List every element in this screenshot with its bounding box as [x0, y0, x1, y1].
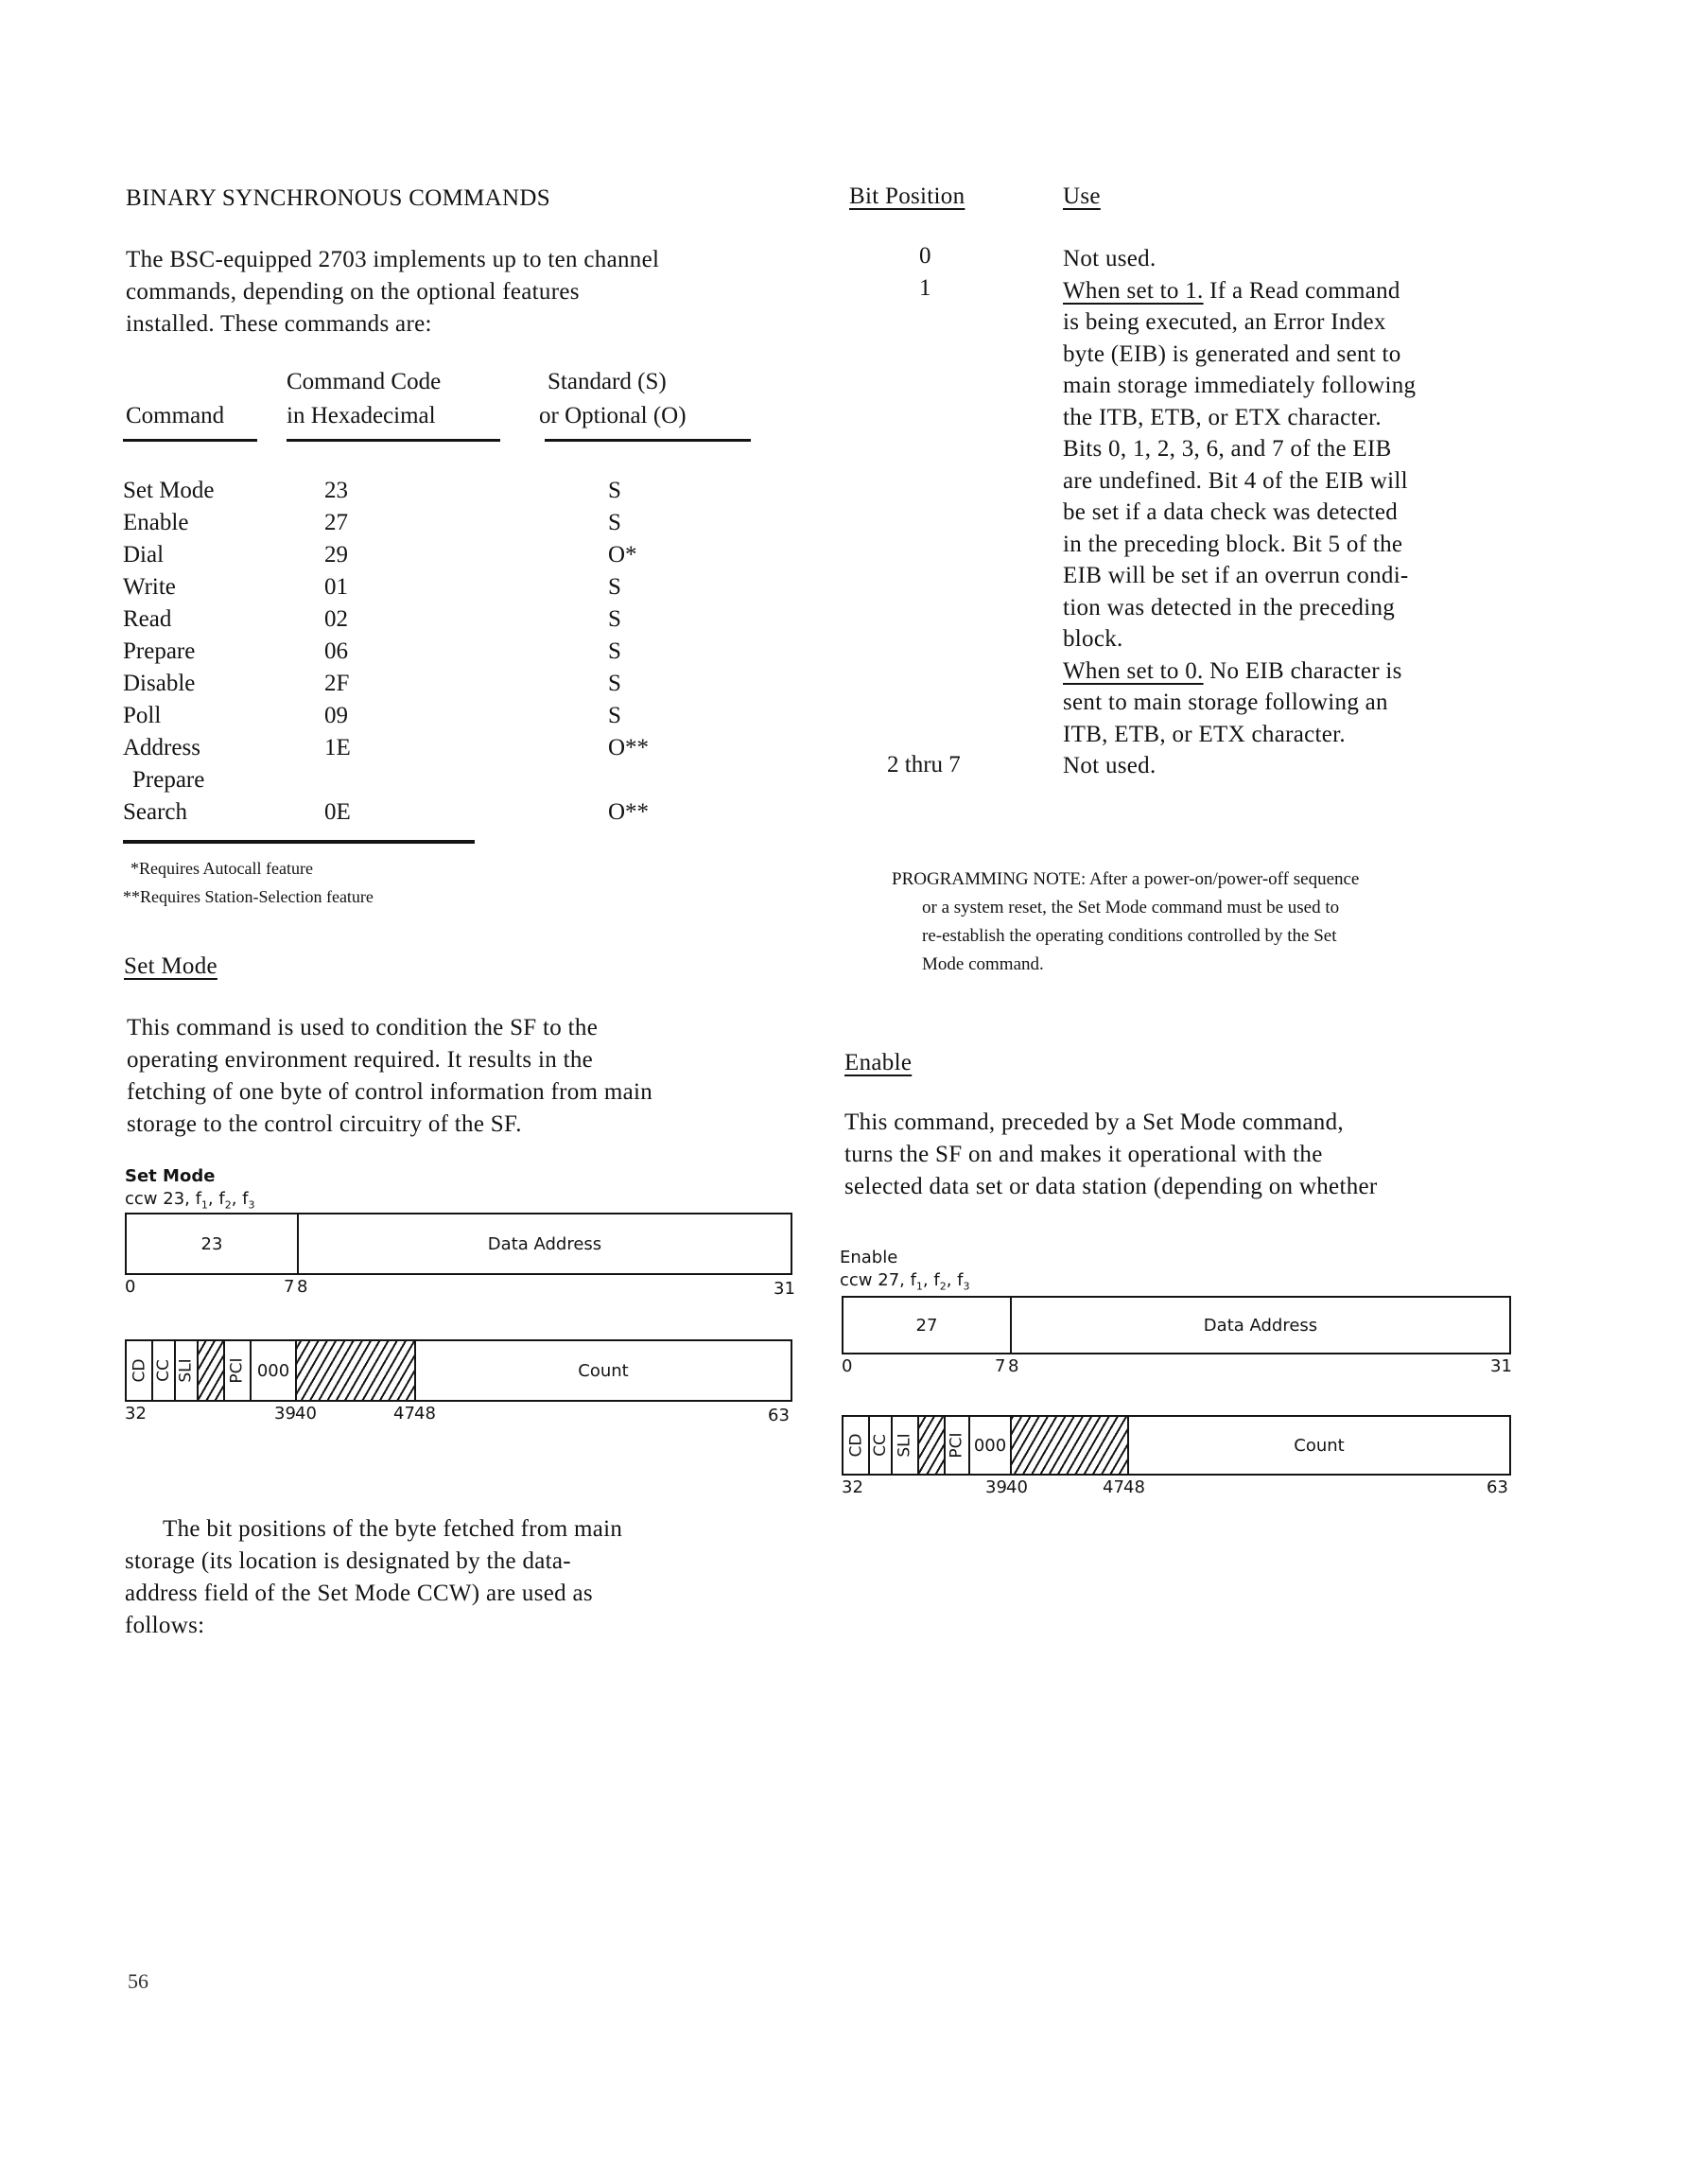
header-code-line1: Command Code	[287, 369, 442, 394]
bit-1: 1	[919, 275, 931, 301]
header-underline	[545, 439, 751, 442]
use-line: sent to main storage following an	[1063, 690, 1388, 715]
flag-skip-hatched	[197, 1341, 223, 1400]
ccw-word-2	[125, 1339, 792, 1402]
use-line: be set if a data check was detected	[1063, 499, 1399, 525]
use-line: the ITB, ETB, or ETX character.	[1063, 404, 1382, 430]
bit-label: 31	[1490, 1356, 1512, 1376]
bit-label: 47	[393, 1404, 415, 1424]
flag-skip-hatched	[917, 1417, 944, 1474]
body-line: The bit positions of the byte fetched from main	[163, 1516, 623, 1542]
footnote-autocall: *Requires Autocall feature	[130, 859, 313, 878]
header-std-line1: Standard (S)	[548, 369, 667, 394]
body-line: storage to the control circuitry of the SF.	[127, 1111, 522, 1137]
use-header: Use	[1063, 183, 1101, 209]
bit-label: 7	[995, 1356, 1006, 1376]
bit-2-thru-7: 2 thru 7	[887, 752, 961, 778]
count-field: Count	[414, 1341, 791, 1400]
table-row: Poll 09 S	[123, 703, 621, 728]
bit-0: 0	[919, 243, 931, 269]
bit-label: 63	[768, 1406, 790, 1425]
header-command: Command	[126, 403, 225, 428]
use-line: in the preceding block. Bit 5 of the	[1063, 531, 1403, 557]
note-line: or a system reset, the Set Mode command must be used to	[922, 898, 1340, 917]
bit-label: 47	[1103, 1477, 1124, 1497]
enable-title: Enable	[844, 1050, 913, 1075]
body-line: selected data set or data station (depending on whether	[844, 1174, 1378, 1199]
reserved-hatched	[1010, 1417, 1127, 1474]
bit-positions-intro	[125, 1513, 622, 1642]
bit-label: 40	[295, 1404, 317, 1424]
ccw-word-1	[842, 1296, 1511, 1354]
body-line: This command is used to condition the SF to the	[127, 1015, 599, 1040]
use-line: main storage immediately following	[1063, 373, 1417, 398]
bit-label: 39	[985, 1477, 1007, 1497]
note-line: Mode command.	[922, 954, 1044, 974]
bit-label: 39	[274, 1404, 296, 1424]
header-std-line2: or Optional (O)	[539, 403, 687, 428]
table-row: Read 02 S	[123, 606, 621, 632]
bit-label: 32	[125, 1404, 147, 1424]
header-underline	[123, 439, 257, 442]
table-row: Address 1E O**	[123, 735, 650, 760]
flag-pci: PCI	[223, 1341, 250, 1400]
bit-position-header: Bit Position	[849, 183, 965, 209]
use-line: Not used.	[1063, 753, 1157, 778]
set-mode-description	[127, 1012, 652, 1141]
flag-sli: SLI	[174, 1341, 197, 1400]
bit-label: 0	[125, 1277, 136, 1297]
bit-label: 63	[1487, 1477, 1508, 1497]
use-line: When set to 1. If a Read command	[1063, 277, 1400, 304]
footnote-station-selection: **Requires Station-Selection feature	[123, 887, 374, 906]
intro-paragraph	[126, 244, 659, 341]
use-line: byte (EIB) is generated and sent to	[1063, 341, 1401, 367]
flag-pci: PCI	[944, 1417, 968, 1474]
use-line: EIB will be set if an overrun condi-	[1063, 563, 1409, 588]
use-line: block.	[1063, 626, 1123, 652]
enable-description	[844, 1107, 1378, 1203]
table-row: Set Mode 23 S	[123, 478, 621, 503]
use-line: is being executed, an Error Index	[1063, 309, 1386, 335]
table-row: Dial 29 O*	[123, 542, 637, 568]
diagram-ccw: ccw 23, $f_1$, $f_2$, $f_3$	[125, 1189, 255, 1212]
bit-label: 8	[297, 1277, 308, 1297]
data-address-field: Data Address	[297, 1214, 791, 1273]
body-line: storage (its location is designated by the data-	[125, 1548, 571, 1574]
data-address-field: Data Address	[1010, 1298, 1509, 1353]
use-line: are undefined. Bit 4 of the EIB will	[1063, 467, 1408, 494]
intro-line: commands, depending on the optional features	[126, 279, 580, 305]
body-line: address field of the Set Mode CCW) are used as	[125, 1581, 593, 1606]
diagram-title: Set Mode	[125, 1166, 216, 1186]
intro-line: installed. These commands are:	[126, 311, 432, 337]
enable-ccw-diagram	[838, 1245, 1519, 1529]
bit-label: 31	[774, 1279, 795, 1299]
table-bottom-rule	[123, 840, 475, 844]
header-code-line2: in Hexadecimal	[287, 403, 436, 428]
use-line: tion was detected in the preceding	[1063, 594, 1396, 620]
programming-note	[892, 865, 1359, 979]
command-code-field: 27	[915, 1315, 938, 1336]
use-line: Bits 0, 1, 2, 3, 6, and 7 of the EIB	[1063, 436, 1392, 462]
bit-use-descriptions	[1063, 243, 1498, 811]
count-field: Count	[1127, 1417, 1509, 1474]
set-mode-title: Set Mode	[124, 953, 217, 979]
table-row: Prepare	[132, 767, 205, 793]
use-line: When set to 0. No EIB character is	[1063, 657, 1402, 684]
zeros-field: 000	[968, 1417, 1010, 1474]
use-line: ITB, ETB, or ETX character.	[1063, 721, 1346, 747]
ccw-word-1	[125, 1213, 792, 1275]
flag-cc: CC	[868, 1417, 891, 1474]
table-row: Search 0E O**	[123, 799, 650, 825]
section-heading: BINARY SYNCHRONOUS COMMANDS	[126, 185, 550, 211]
ccw-word-2	[842, 1415, 1511, 1476]
diagram-ccw: ccw 27, $f_1$, $f_2$, $f_3$	[840, 1270, 970, 1293]
bit-label: 48	[414, 1404, 436, 1424]
zeros-field: 000	[250, 1341, 295, 1400]
intro-line: The BSC-equipped 2703 implements up to ten channel	[126, 247, 660, 272]
body-line: follows:	[125, 1613, 205, 1638]
note-line: PROGRAMMING NOTE: After a power-on/power-off sequence	[892, 869, 1360, 889]
diagram-title: Enable	[840, 1248, 898, 1267]
page-number: 56	[128, 1969, 148, 1993]
bit-label: 7	[284, 1277, 295, 1297]
header-underline	[287, 439, 500, 442]
flag-cd: CD	[130, 1358, 148, 1383]
body-line: This command, preceded by a Set Mode command,	[844, 1109, 1344, 1135]
use-line: Not used.	[1063, 246, 1157, 271]
table-row: Prepare 06 S	[123, 638, 621, 664]
table-row: Enable 27 S	[123, 510, 621, 535]
bit-label: 8	[1008, 1356, 1019, 1376]
body-line: operating environment required. It results in the	[127, 1047, 594, 1073]
table-row: Disable 2F S	[123, 671, 621, 696]
note-line: re-establish the operating conditions controlled by the Set	[922, 926, 1337, 946]
flag-sli: SLI	[891, 1417, 917, 1474]
bit-label: 48	[1123, 1477, 1145, 1497]
set-mode-ccw-diagram	[123, 1163, 796, 1447]
command-table	[123, 369, 804, 861]
bit-label: 40	[1006, 1477, 1028, 1497]
flag-cd: CD	[846, 1433, 865, 1458]
bit-label: 0	[842, 1356, 853, 1376]
body-line: turns the SF on and makes it operational with the	[844, 1142, 1323, 1167]
command-code-field: 23	[200, 1233, 223, 1254]
body-line: fetching of one byte of control information from main	[127, 1079, 653, 1105]
bit-label: 32	[842, 1477, 863, 1497]
table-row: Write 01 S	[123, 574, 621, 600]
reserved-hatched	[295, 1341, 414, 1400]
flag-cc: CC	[151, 1341, 174, 1400]
